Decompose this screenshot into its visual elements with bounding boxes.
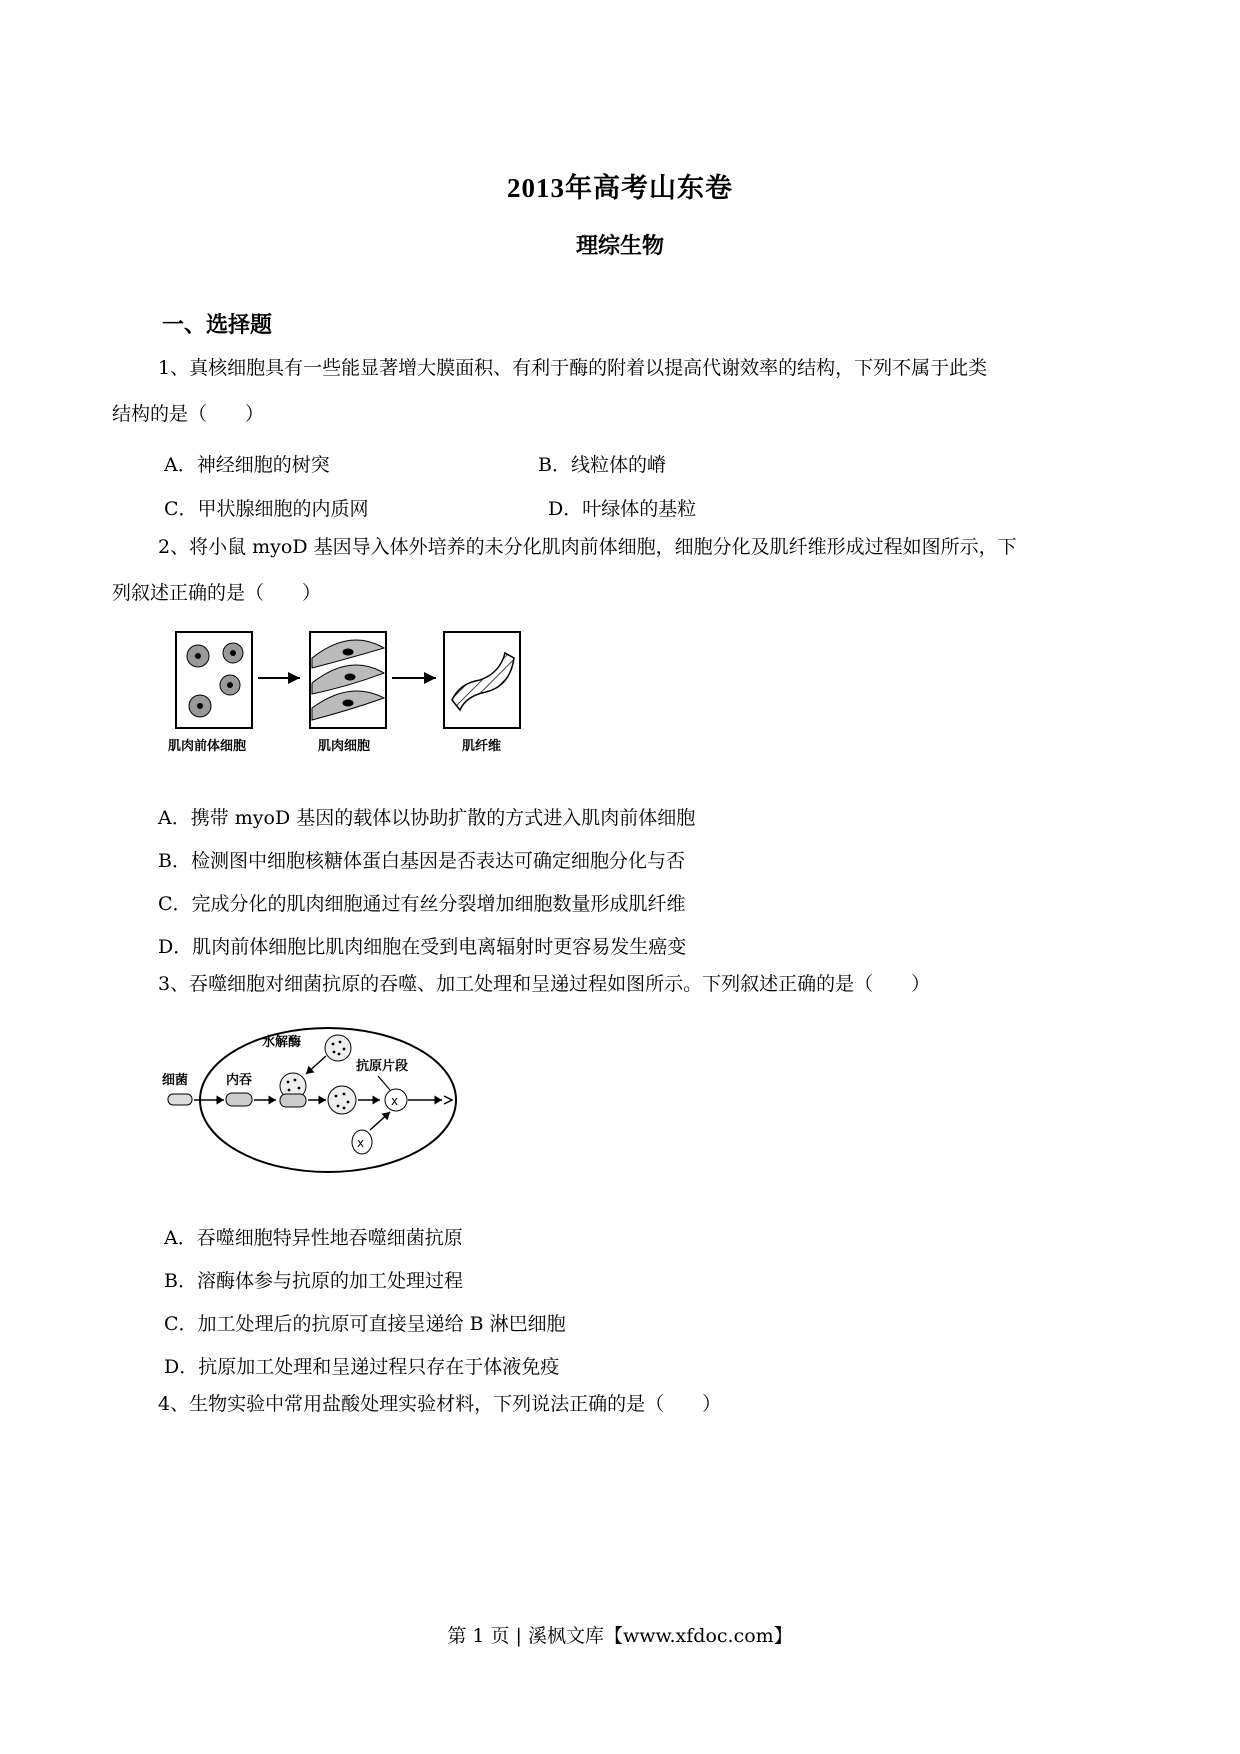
label-antigen-fragment: 抗原片段: [356, 1059, 409, 1074]
question-3-option-d: D．抗原加工处理和呈递过程只存在于体液免疫: [164, 1356, 560, 1378]
label-hydrolase: 水解酶: [262, 1035, 302, 1050]
question-1-option-b: B．线粒体的嵴: [538, 454, 666, 476]
bacterium-icon: [168, 1094, 192, 1105]
page-footer: 第 1 页 | 溪枫文库【www.xfdoc.com】: [447, 1625, 793, 1647]
endosome-icon: [226, 1093, 252, 1106]
question-2-line-2: 列叙述正确的是（ ）: [112, 582, 322, 604]
page-subtitle: 理综生物: [575, 233, 664, 259]
question-3-option-c: C．加工处理后的抗原可直接呈递给 B 淋巴细胞: [164, 1313, 566, 1335]
question-2-option-a: A．携带 myoD 基因的载体以协助扩散的方式进入肌肉前体细胞: [158, 807, 696, 829]
lysosome-icon: [325, 1035, 351, 1061]
question-1-option-d: D．叶绿体的基粒: [548, 498, 697, 520]
page-title: 2013年高考山东卷: [507, 173, 733, 203]
question-1-line-2: 结构的是（ ）: [112, 403, 265, 425]
svg-text:x: x: [391, 1094, 399, 1108]
muscle-differentiation-figure: [160, 628, 530, 758]
question-1-line-1: 1、真核细胞具有一些能显著增大膜面积、有利于酶的附着以提高代谢效率的结构，下列不属于此类: [158, 357, 988, 379]
phagocyte-figure: [160, 1018, 470, 1178]
label-endocytosis: 内吞: [226, 1073, 253, 1088]
question-2-option-b: B．检测图中细胞核糖体蛋白基因是否表达可确定细胞分化与否: [158, 850, 685, 872]
question-2-option-c: C．完成分化的肌肉细胞通过有丝分裂增加细胞数量形成肌纤维: [158, 893, 686, 915]
figure-label-precursor: 肌肉前体细胞: [168, 739, 247, 754]
question-1-option-c: C．甲状腺细胞的内质网: [164, 498, 369, 520]
figure-label-fiber: 肌纤维: [462, 739, 502, 754]
antigen-fragment-vesicle-icon: [328, 1086, 356, 1114]
question-2-option-d: D．肌肉前体细胞比肌肉细胞在受到电离辐射时更容易发生癌变: [158, 936, 687, 958]
section-heading: 一、选择题: [162, 312, 273, 338]
svg-text:x: x: [357, 1136, 365, 1150]
question-3-option-a: A．吞噬细胞特异性地吞噬细菌抗原: [164, 1227, 463, 1249]
question-3-option-b: B．溶酶体参与抗原的加工处理过程: [164, 1270, 463, 1292]
figure-label-muscle-cell: 肌肉细胞: [318, 739, 371, 754]
question-3-line-1: 3、吞噬细胞对细菌抗原的吞噬、加工处理和呈递过程如图所示。下列叙述正确的是（ ）: [158, 973, 931, 995]
question-4-line-1: 4、生物实验中常用盐酸处理实验材料，下列说法正确的是（ ）: [158, 1393, 722, 1415]
question-2-line-1: 2、将小鼠 myoD 基因导入体外培养的未分化肌肉前体细胞，细胞分化及肌纤维形成过程如图所示，下: [158, 536, 1017, 558]
question-1-option-a: A．神经细胞的树突: [164, 454, 330, 476]
label-bacteria: 细菌: [162, 1073, 189, 1088]
